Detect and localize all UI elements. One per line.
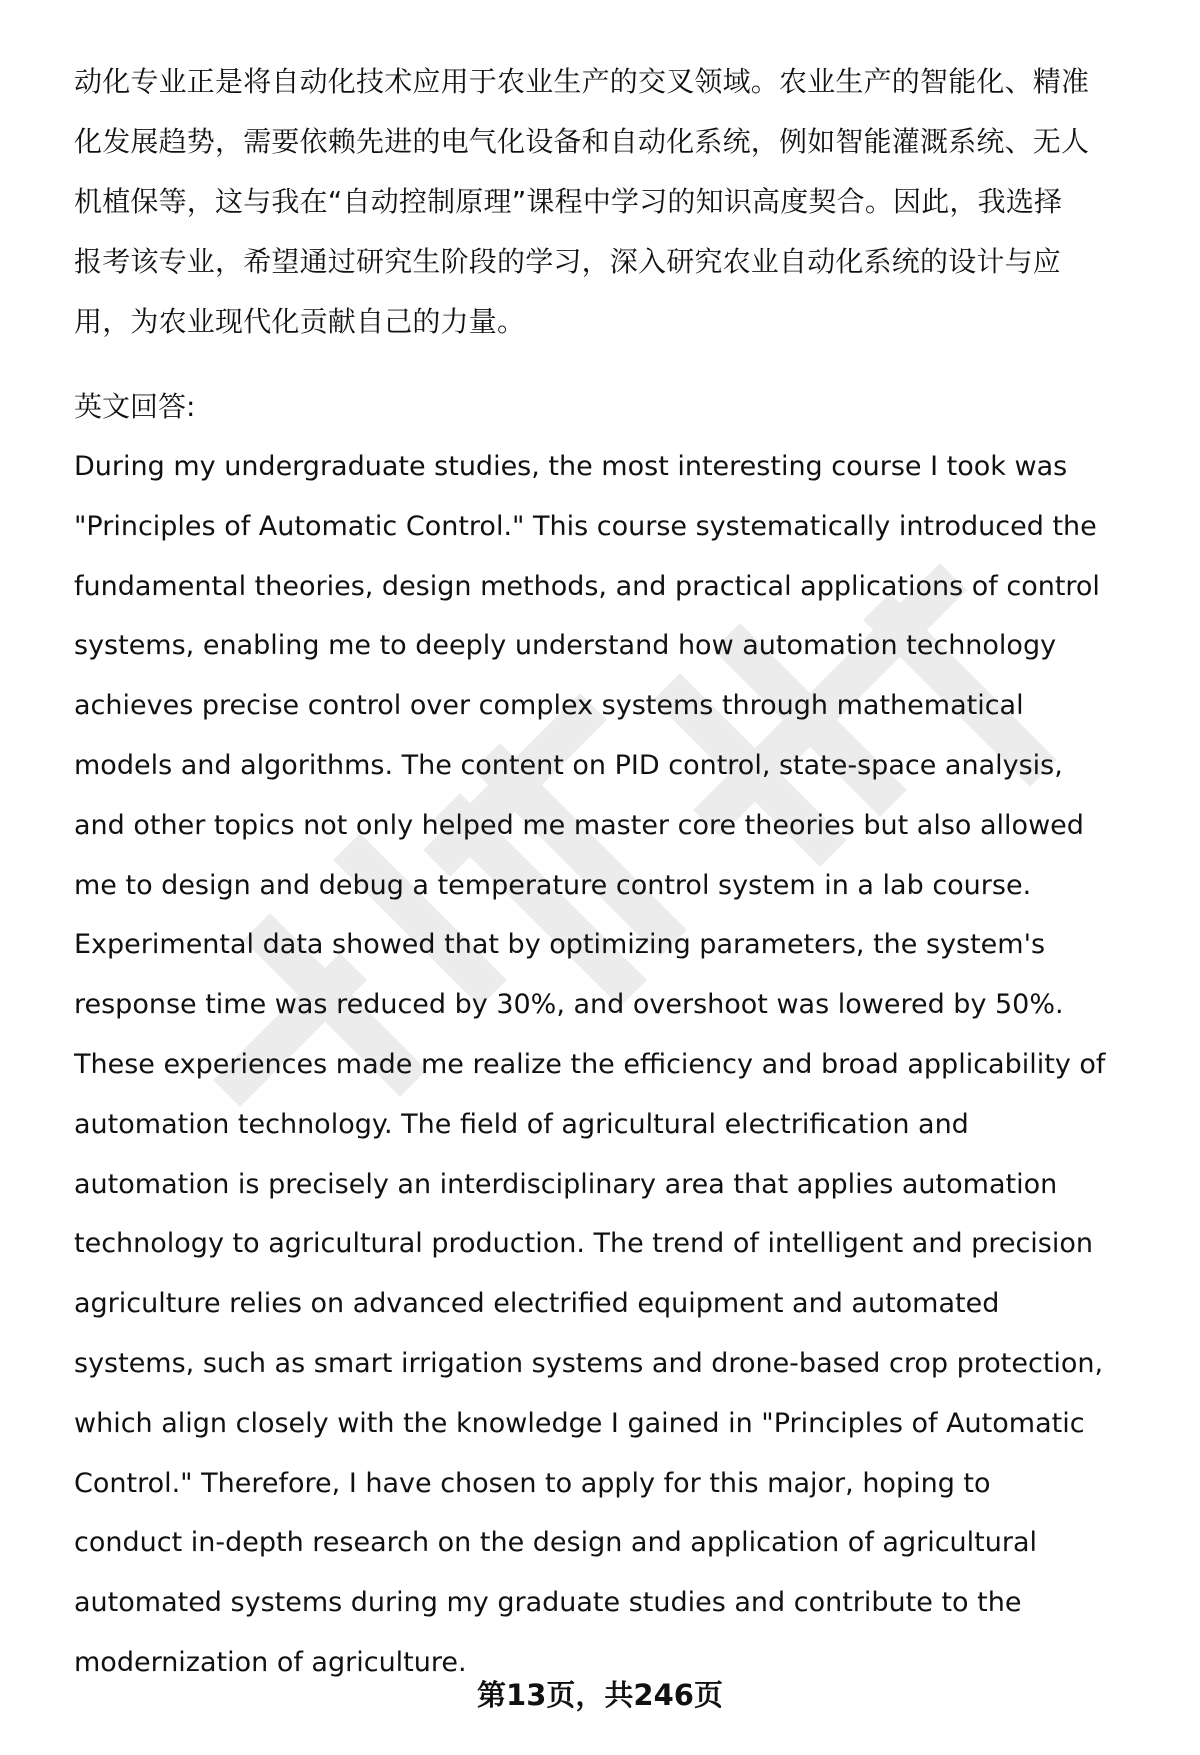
chinese-line: 机植保等，这与我在“自动控制原理”课程中学习的知识高度契合。因此，我选择 (74, 185, 1063, 218)
english-line: systems, such as smart irrigation systems and drone-based crop protection, (74, 1347, 1104, 1379)
chinese-line: 报考该专业，希望通过研究生阶段的学习，深入研究农业自动化系统的设计与应 (74, 245, 1062, 278)
english-line: Experimental data showed that by optimizing parameters, the system's (74, 929, 1046, 961)
english-line: automated systems during my graduate studies and contribute to the (74, 1587, 1022, 1619)
english-line: achieves precise control over complex systems through mathematical (74, 690, 1024, 722)
english-line: automation technology. The field of agricultural electrification and (74, 1108, 969, 1140)
english-line: During my undergraduate studies, the most interesting course I took was (74, 451, 1068, 482)
english-line: automation is precisely an interdisciplinary area that applies automation (74, 1168, 1058, 1200)
english-line: technology to agricultural production. The trend of intelligent and precision (74, 1228, 1093, 1260)
document-body (74, 52, 1144, 1693)
english-line: and other topics not only helped me master core theories but also allowed (74, 809, 1084, 841)
english-line: which align closely with the knowledge I gained in "Principles of Automatic (74, 1407, 1085, 1439)
english-line: modernization of agriculture. (74, 1646, 467, 1678)
english-paragraph (74, 437, 1144, 1693)
chinese-line: 用，为农业现代化贡献自己的力量。 (74, 305, 526, 338)
english-line: fundamental theories, design methods, and practical applications of control (74, 570, 1100, 602)
english-line: conduct in-depth research on the design and application of agricultural (74, 1527, 1038, 1559)
page-number-footer: 第13页，共246页 (477, 1678, 723, 1712)
english-line: me to design and debug a temperature control system in a lab course. (74, 869, 1032, 901)
english-line: agriculture relies on advanced electrified equipment and automated (74, 1288, 1000, 1320)
english-line: These experiences made me realize the efficiency and broad applicability of (74, 1048, 1106, 1080)
chinese-paragraph (74, 52, 1144, 352)
english-line: Control." Therefore, I have chosen to apply for this major, hoping to (74, 1467, 991, 1499)
chinese-line: 化发展趋势，需要依赖先进的电气化设备和自动化系统，例如智能灌溉系统、无人 (74, 125, 1090, 158)
english-line: models and algorithms. The content on PID control, state-space analysis, (74, 749, 1063, 781)
english-line: response time was reduced by 30%, and overshoot was lowered by 50%. (74, 989, 1064, 1021)
chinese-line: 动化专业正是将自动化技术应用于农业生产的交叉领域。农业生产的智能化、精准 (74, 65, 1090, 98)
english-line: "Principles of Automatic Control." This course systematically introduced the (74, 510, 1097, 542)
english-answer-label: 英文回答: (74, 390, 196, 423)
english-line: systems, enabling me to deeply understand how automation technology (74, 630, 1057, 662)
